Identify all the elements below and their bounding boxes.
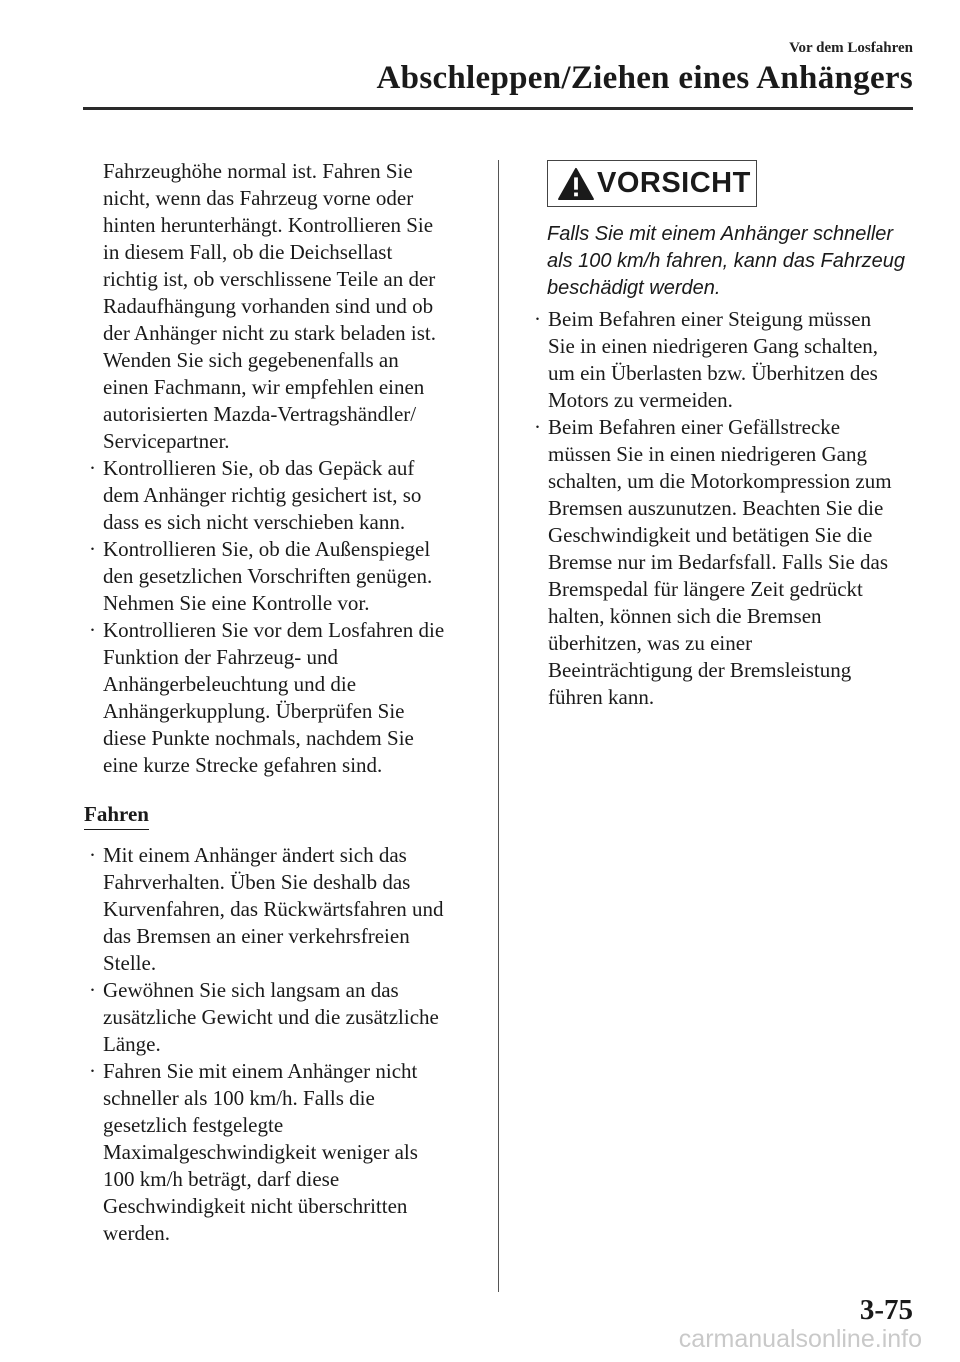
text-line: Beeinträchtigung der Bremsleistung [548,658,852,682]
page-title: Abschleppen/Ziehen eines Anhängers [376,60,913,96]
list-item [75,455,475,536]
text-line: Fahrverhalten. Üben Sie deshalb das [103,870,411,894]
text-line: Mit einem Anhänger ändert sich das [103,843,407,867]
text-line: einen Fachmann, wir empfehlen einen [103,375,425,399]
list-item [525,414,920,711]
text-line: Fahrzeughöhe normal ist. Fahren Sie [103,159,413,183]
text-line: autorisierten Mazda-Vertragshändler/ [103,402,417,426]
bullet-dot-icon: · [89,537,96,561]
text-line: nicht, wenn das Fahrzeug vorne oder [103,186,414,210]
text-line: führen kann. [548,685,655,709]
bullet-dot-icon: · [534,307,541,331]
text-line: Fahren Sie mit einem Anhänger nicht [103,1059,418,1083]
list-item [75,977,475,1058]
text-line: Anhängerbeleuchtung und die [103,672,357,696]
text-line: schalten, um die Motorkompression zum [548,469,892,493]
text-line: Radaufhängung vorhanden sind und ob [103,294,434,318]
page-number: 3-75 [859,1294,913,1326]
watermark: carmanualsonline.info [678,1325,922,1353]
text-line: Gewöhnen Sie sich langsam an das [103,978,399,1002]
text-line: Kontrollieren Sie vor dem Losfahren die [103,618,445,642]
text-line: Beim Befahren einer Steigung müssen [548,307,872,331]
bullet-dot-icon: · [89,456,96,480]
right-column [525,160,920,711]
caution-text [547,221,920,302]
column-divider [498,160,499,1292]
text-line: Bremspedal für längere Zeit gedrückt [548,577,863,601]
caution-box [547,160,757,207]
text-line: werden. [103,1221,171,1245]
text-line: den gesetzlichen Vorschriften genügen. [103,564,433,588]
text-line: zusätzliche Gewicht und die zusätzliche [103,1005,439,1029]
bullet-dot-icon: · [89,1059,96,1083]
text-line: hinten herunterhängt. Kontrollieren Sie [103,213,434,237]
text-line: Anhängerkupplung. Überprüfen Sie [103,699,405,723]
list-item [525,306,920,414]
text-line: Geschwindigkeit und betätigen Sie die [548,523,873,547]
bullet-dot-icon: · [89,618,96,642]
text-line: um ein Überlasten bzw. Überhitzen des [548,361,878,385]
text-line: Stelle. [103,951,157,975]
header-rule [83,107,913,110]
text-line: als 100 km/h fahren, kann das Fahrzeug [547,250,905,272]
text-line: Servicepartner. [103,429,230,453]
bullet-dot-icon: · [89,843,96,867]
text-line: müssen Sie in einen niedrigeren Gang [548,442,867,466]
header-section-label: Vor dem Losfahren [789,40,913,56]
text-line: richtig ist, ob verschlissene Teile an der [103,267,436,291]
left-column [75,158,475,1247]
text-line: dem Anhänger richtig gesichert ist, so [103,483,422,507]
text-line: Kontrollieren Sie, ob die Außenspiegel [103,537,431,561]
text-line: Wenden Sie sich gegebenenfalls an [103,348,399,372]
text-line: Funktion der Fahrzeug- und [103,645,339,669]
section-heading-fahren: Fahren [84,801,149,830]
text-line: dass es sich nicht verschieben kann. [103,510,406,534]
list-item [75,536,475,617]
driving-tips-bullet-list [525,306,920,711]
text-line: Beim Befahren einer Gefällstrecke [548,415,841,439]
text-line: halten, können sich die Bremsen [548,604,822,628]
list-item [75,842,475,977]
intro-paragraph [75,158,475,455]
text-line: überhitzen, was zu einer [548,631,753,655]
text-line: Nehmen Sie eine Kontrolle vor. [103,591,370,615]
bullet-dot-icon: · [534,415,541,439]
text-line: gesetzlich festgelegte [103,1113,284,1137]
driving-bullet-list [75,842,475,1247]
list-item [75,617,475,779]
text-line: eine kurze Strecke gefahren sind. [103,753,383,777]
text-line: 100 km/h beträgt, darf diese [103,1167,340,1191]
text-line: Kontrollieren Sie, ob das Gepäck auf [103,456,415,480]
text-line: Falls Sie mit einem Anhänger schneller [547,223,894,245]
text-line: Bremsen auszunutzen. Beachten Sie die [548,496,884,520]
text-line: in diesem Fall, ob die Deichsellast [103,240,393,264]
text-line: Motors zu vermeiden. [548,388,733,412]
text-line: Länge. [103,1032,161,1056]
text-line: Maximalgeschwindigkeit weniger als [103,1140,418,1164]
text-line: Kurvenfahren, das Rückwärtsfahren und [103,897,444,921]
text-line: schneller als 100 km/h. Falls die [103,1086,375,1110]
bullet-dot-icon: · [89,978,96,1002]
text-line: beschädigt werden. [547,277,721,299]
text-line: Bremse nur im Bedarfsfall. Falls Sie das [548,550,889,574]
text-line: der Anhänger nicht zu stark beladen ist. [103,321,436,345]
text-line: das Bremsen an einer verkehrsfreien [103,924,410,948]
text-line: diese Punkte nochmals, nachdem Sie [103,726,414,750]
warning-triangle-icon [557,167,595,201]
list-item [75,1058,475,1247]
text-line: Geschwindigkeit nicht überschritten [103,1194,408,1218]
caution-label: VORSICHT [597,167,751,199]
text-line: Sie in einen niedrigeren Gang schalten, [548,334,879,358]
checks-bullet-list [75,455,475,779]
